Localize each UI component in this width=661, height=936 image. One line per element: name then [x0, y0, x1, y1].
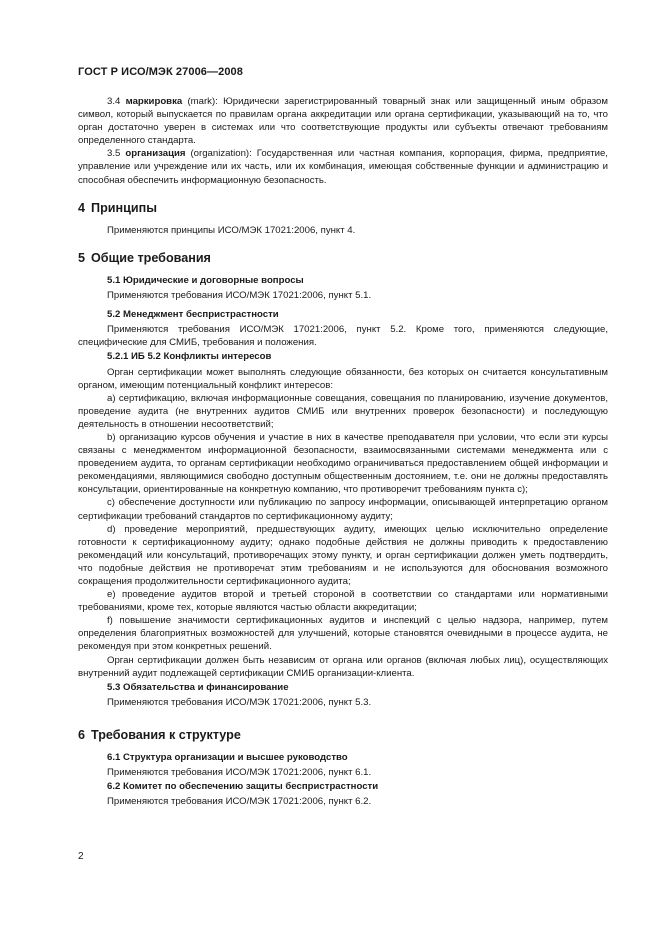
subsection-6-2-text: Применяются требования ИСО/МЭК 17021:2006, пункт 6.2.: [107, 796, 372, 808]
subsection-5-2-1-closing: Орган сертификации должен быть независим от органа или органов (включая любых лиц), осуществляющих внутренний аудит подлежащей сертификации СМИБ организации-клиента.: [78, 654, 608, 679]
section-title: Требования к структуре: [91, 727, 241, 742]
section-5-heading: [78, 252, 608, 265]
list-item-a: а) сертификацию, включая информационные совещания, совещания по планированию, изучение документов, проведение аудита (не внутренних аудитов СМИБ или внутренних проверок безопасности) и последующую деятельность в отношении несоответствий;: [78, 392, 608, 430]
definition-text: Государственная или частная компания, корпорация, фирма, предприятие, управление или учреждение или их часть, или их комбинация, имеющая собственные функции и администрацию и способная обеспечить информационную безопасность.: [78, 148, 608, 186]
subsection-5-3-text: Применяются требования ИСО/МЭК 17021:2006, пункт 5.3.: [107, 696, 372, 708]
subsection-5-2-text: Применяются требования ИСО/МЭК 17021:2006, пункт 5.2. Кроме того, применяются следующие, специфические для СМИБ, требования и положения.: [78, 324, 608, 349]
section-number: 5: [78, 250, 86, 265]
subsection-5-2-1-title: 5.2.1 ИБ 5.2 Конфликты интересов: [107, 351, 272, 363]
section-6-heading: [78, 729, 608, 742]
section-number: 4: [78, 200, 86, 215]
definition-text: Юридически зарегистрированный товарный знак или защищенный иным образом символ, который выпускается по правилам органа аккредитации или органа сертификации, указывающий на то, что орган достаточно уверен в системах или что соответствующие продукты или субъекты отвечают требованиям определенного стандарта.: [78, 96, 608, 147]
definition-3-4: [78, 95, 608, 147]
section-number: 6: [78, 727, 86, 742]
section-title: Принципы: [91, 200, 157, 215]
subsection-5-1-text: Применяются требования ИСО/МЭК 17021:2006, пункт 5.1.: [107, 290, 372, 302]
subsection-5-1-title: 5.1 Юридические и договорные вопросы: [107, 274, 304, 286]
subsection-6-1-text: Применяются требования ИСО/МЭК 17021:2006, пункт 6.1.: [107, 767, 372, 779]
section-title: Общие требования: [91, 250, 211, 265]
list-item-f: f) повышение значимости сертификационных аудитов и инспекций с целью надзора, например, путем определения благоприятных возможностей для улучшений, которые становятся очевидными в процессе аудита, не рекомендуя при этом конкретных решений.: [78, 615, 608, 653]
list-item-e: е) проведение аудитов второй и третьей стороной в соответствии со стандартами или нормативными требованиями, кроме тех, которые являются частью области аккредитации;: [78, 589, 608, 614]
section-4-text: Применяются принципы ИСО/МЭК 17021:2006, пункт 4.: [107, 224, 356, 236]
list-item-d: d) проведение мероприятий, предшествующих аудиту, имеющих целью исключительно определение готовности к сертификационному аудиту; однако подобные действия не должны приводить к предоставлению рекомендаций или консультаций, противоречащих этому пункту, и орган сертификации должен уметь подтвердить, что подобные действия не противоречат этим требованиям и не используются для обоснования возможного сокращения продолжительности сертификационного аудита;: [78, 523, 608, 587]
subsection-5-3-title: 5.3 Обязательства и финансирование: [107, 681, 289, 693]
definition-number: 3.4: [107, 96, 121, 107]
standard-header: ГОСТ Р ИСО/МЭК 27006—2008: [78, 66, 243, 78]
definition-3-5: [78, 147, 608, 186]
section-4-heading: [78, 202, 608, 215]
subsection-5-2-1-intro: Орган сертификации может выполнять следующие обязанности, без которых он считается консультативным органом, имеющим потенциальный конфликт интересов:: [78, 366, 608, 391]
list-item-b: b) организацию курсов обучения и участие в них в качестве преподавателя при условии, что если эти курсы связаны с менеджментом информационной безопасности, взаимосвязанными системами менеджмента или с проведением аудита, то органам сертификации необходимо ограничиваться предоставлением общей информации и рекомендациями, являющимися свободно доступным общественным достоянием, т.е. они не должны предоставлять консультации, ориентированные на конкретную компанию, что противоречит требованиям пункта с);: [78, 431, 608, 496]
list-item-c: с) обеспечение доступности или публикацию по запросу информации, описывающей интерпретацию органом сертификации требований стандартов по сертификационному аудиту;: [78, 497, 608, 522]
page-number: 2: [78, 851, 84, 862]
subsection-5-2-title: 5.2 Менеджмент беспристрастности: [107, 309, 279, 321]
definition-term: маркировка: [125, 96, 183, 107]
definition-term-en: (mark):: [187, 96, 218, 107]
document-body: [78, 95, 608, 808]
definition-term-en: (organization):: [190, 148, 252, 160]
subsection-6-1-title: 6.1 Структура организации и высшее руководство: [107, 752, 348, 764]
definition-number: 3.5: [107, 148, 121, 160]
definition-term: организация: [125, 148, 186, 160]
subsection-6-2-title: 6.2 Комитет по обеспечению защиты беспристрастности: [107, 781, 379, 793]
